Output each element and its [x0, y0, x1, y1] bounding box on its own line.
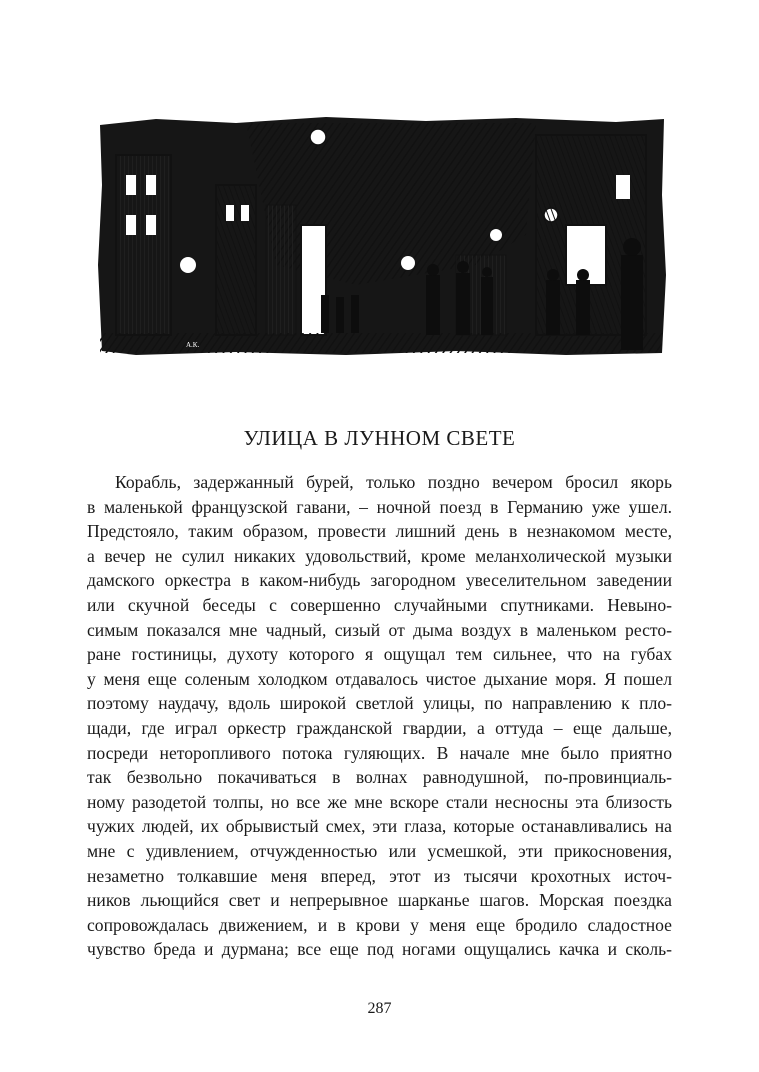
text-line: ников льющийся свет и непрерывное шарканье шагов. Морская поездка [87, 890, 672, 911]
text-line: или скучной беседы с совершенно случайными спутниками. Невыно- [87, 594, 672, 615]
text-line: так безвольно покачиваться в волнах равнодушной, по-провинциаль- [87, 767, 672, 788]
text-line: у меня еще соленым холодком отдавалось чистое дыхание моря. Я пошел [87, 668, 672, 689]
chapter-title: УЛИЦА В ЛУННОМ СВЕТЕ [243, 426, 516, 450]
text-line: чувство бреда и дурмана; все еще под ногами ощущались качка и сколь- [87, 939, 672, 960]
text-line: Корабль, задержанный бурей, только поздно вечером бросил якорь [115, 472, 672, 492]
text-line: сопровождалась движением, и в крови у меня еще бродило сладостное [87, 914, 672, 935]
text-line: дамского оркестра в каком-нибудь загородном увеселительном заведении [87, 570, 672, 591]
text-line: незаметно толкавшие меня вперед, этот из тысячи крохотных источ- [87, 865, 672, 886]
text-line: Предстояло, таким образом, провести лишний день в незнакомом месте, [87, 521, 672, 542]
street-illustration [96, 115, 668, 358]
text-line: посреди неторопливого потока гуляющих. В начале мне было приятно [87, 742, 672, 763]
text-line: поэтому наудачу, вдоль широкой светлой улицы, по направлению к пло- [87, 693, 672, 714]
body-text [87, 470, 672, 962]
text-line: чужих людей, их обрывистый смех, эти глаза, которые останавливались на [87, 816, 672, 837]
text-line: ному разодетой толпы, но все же мне вскоре стали несносны эта близость [87, 791, 672, 812]
text-line: щади, где играл оркестр гражданской гвардии, а оттуда – еще дальше, [87, 717, 672, 738]
text-line: мне с удивлением, отчужденностью или усмешкой, эти прикосновения, [87, 840, 672, 861]
text-line: симым показался мне чадный, сизый от дыма воздух в маленьком ресто- [87, 619, 672, 640]
text-line: ране гостиницы, духоту которого я ощущал тем сильнее, что на губах [87, 644, 672, 665]
illustration-signature: А.К. [186, 341, 200, 349]
text-line: а вечер не сулил никаких удовольствий, кроме меланхолической музыки [87, 545, 672, 566]
text-line: в маленькой французской гавани, – ночной поезд в Германию уже ушел. [87, 496, 672, 517]
page-number: 287 [367, 1000, 392, 1017]
